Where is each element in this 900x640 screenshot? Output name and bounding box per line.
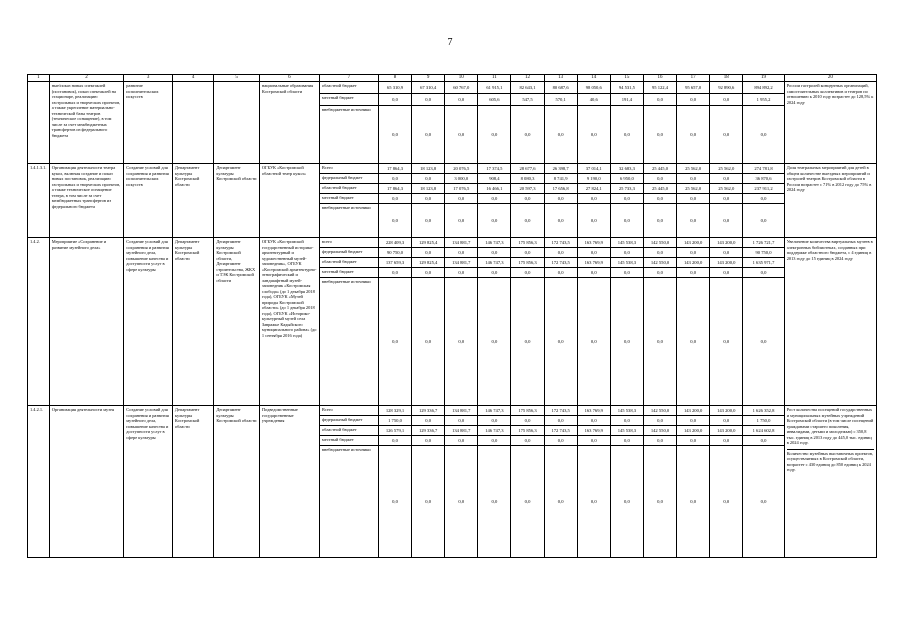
funding-value: 172 743,5: [544, 426, 577, 436]
funding-value: 175 856,3: [511, 238, 544, 248]
funding-value: 98 050,6: [577, 82, 610, 94]
funding-value: 61 915,1: [478, 82, 511, 94]
funding-value: 128 329,1: [378, 406, 411, 416]
funding-value: 0,0: [610, 204, 643, 238]
funding-value: 17 076,5: [445, 184, 478, 194]
funding-value: 17 374,5: [478, 164, 511, 174]
funding-value: 0,0: [577, 204, 610, 238]
funding-value: 0,0: [378, 94, 411, 106]
funding-value: 25 562,0: [710, 184, 743, 194]
funding-value: 94 531,5: [610, 82, 643, 94]
funding-value: 0,0: [478, 268, 511, 278]
table-row: [28, 164, 877, 174]
funding-value: 0,0: [378, 446, 411, 558]
funding-value: 0,0: [743, 204, 784, 238]
funding-value: 0,0: [643, 436, 676, 446]
funding-value: 0,0: [577, 106, 610, 164]
row-participants: ОГБУК «Костромской государственный историко-архитектурный и художественный музей-заповедник», ОГБУК «Костромской архитектурно-этнографический и ландшафтный музей-заповедник «Костромская слобода» (до 1 декабря 2018 года), ОГБУК «Музей природы Костромской области» (до 1 декабря 2018 года), ОГБУК «Историко-культурный музей села Завражье Кадыйского муниципального района» (до 1 сентября 2016 года): [259, 238, 319, 406]
funding-value: 0,0: [478, 204, 511, 238]
funding-value: 0,0: [544, 278, 577, 406]
funding-value: 0,0: [412, 436, 445, 446]
funding-value: 0,0: [643, 174, 676, 184]
funding-value: 1 955,2: [743, 94, 784, 106]
funding-value: 92 890,6: [710, 82, 743, 94]
funding-value: 0,0: [577, 446, 610, 558]
funding-value: 191,4: [610, 94, 643, 106]
funding-value: 0,0: [378, 194, 411, 204]
funding-value: 25 445,0: [643, 184, 676, 194]
funding-value: 1 626 352,8: [743, 406, 784, 416]
funding-value: 0,0: [445, 194, 478, 204]
funding-value: 134 881,7: [445, 426, 478, 436]
funding-value: 126 579,1: [378, 426, 411, 436]
funding-value: 0,0: [643, 248, 676, 258]
funding-value: 570,1: [544, 94, 577, 106]
funding-value: 0,0: [544, 446, 577, 558]
row-goal: Создание условий для сохранения и развития музейного дела, повышение качества и доступности услуг в сфере культуры: [124, 238, 173, 406]
funding-value: 1 750,0: [378, 416, 411, 426]
funding-value: 0,0: [643, 268, 676, 278]
column-number-9: 9: [412, 75, 445, 82]
row-participants: ОГБУК «Костромской областной театр кукол»: [259, 164, 319, 238]
funding-value: 0,0: [445, 416, 478, 426]
funding-value: 0,0: [743, 278, 784, 406]
funding-value: 0,0: [677, 268, 710, 278]
funding-value: 0,0: [610, 248, 643, 258]
column-number-4: 4: [172, 75, 213, 82]
funding-value: 0,0: [478, 416, 511, 426]
funding-value: 0,0: [378, 268, 411, 278]
funding-source: федеральный бюджет: [319, 174, 378, 184]
funding-source: внебюджетные источники: [319, 446, 378, 558]
funding-value: 228 409,3: [378, 238, 411, 248]
row-responsible: Департамент культуры Костромской области: [172, 238, 213, 406]
row-indicators: России гастролей концертных организаций, самостоятельных коллективов и театров по отношению к 2010 году возрастет до 128,5% к 2024 году: [784, 82, 876, 164]
row-description: Организация деятельности музея: [49, 406, 124, 558]
column-number-17: 17: [677, 75, 710, 82]
table-row: [28, 406, 877, 416]
funding-value: 172 743,5: [544, 258, 577, 268]
funding-value: 143 200,0: [677, 426, 710, 436]
funding-value: 0,0: [412, 446, 445, 558]
funding-value: 9 190,0: [577, 174, 610, 184]
funding-value: 0,0: [643, 94, 676, 106]
funding-value: 90 750,0: [743, 248, 784, 258]
funding-value: 0,0: [743, 446, 784, 558]
funding-value: 0,0: [643, 278, 676, 406]
row-description: Мероприятие «Сохранение и развитие музейного дела»: [49, 238, 124, 406]
funding-value: 0,0: [544, 106, 577, 164]
funding-value: 134 881,7: [445, 406, 478, 416]
row-goal: развитие исполнительских искусств: [124, 82, 173, 164]
funding-value: 0,0: [544, 436, 577, 446]
column-number-20: 20: [784, 75, 876, 82]
row-code: 1.4.1.3.1.: [28, 164, 50, 238]
funding-value: 0,0: [378, 174, 411, 184]
funding-source: внебюджетные источники: [319, 204, 378, 238]
funding-value: 0,0: [412, 278, 445, 406]
funding-value: 3 000,0: [445, 174, 478, 184]
funding-value: 146 747,3: [478, 426, 511, 436]
column-number-3: 3: [124, 75, 173, 82]
funding-source: местный бюджет: [319, 194, 378, 204]
funding-value: 0,0: [445, 204, 478, 238]
funding-value: 0,0: [511, 436, 544, 446]
funding-value: 137 659,3: [378, 258, 411, 268]
funding-value: 0,0: [511, 446, 544, 558]
funding-value: 0,0: [677, 248, 710, 258]
funding-value: 142 550,0: [643, 426, 676, 436]
funding-value: 0,0: [610, 106, 643, 164]
funding-value: 0,0: [511, 204, 544, 238]
column-number-1: 1: [28, 75, 50, 82]
row-responsible: [172, 82, 213, 164]
funding-value: 0,0: [577, 416, 610, 426]
funding-value: 0,0: [743, 436, 784, 446]
row-goal: Создание условий для сохранения и развития исполнительских искусств: [124, 164, 173, 238]
row-code: 1.4.2.1.: [28, 406, 50, 558]
funding-value: 37 014,1: [577, 164, 610, 174]
column-number-13: 13: [544, 75, 577, 82]
funding-value: 0,0: [478, 278, 511, 406]
funding-value: 894 892,2: [743, 82, 784, 94]
funding-value: 0,0: [544, 268, 577, 278]
funding-value: 129 336,7: [412, 426, 445, 436]
row-code: 1.4.2.: [28, 238, 50, 406]
funding-value: 20 597,3: [511, 184, 544, 194]
column-number-2: 2: [49, 75, 124, 82]
funding-value: 95 122,4: [643, 82, 676, 94]
funding-source: Всего: [319, 406, 378, 416]
funding-value: 0,0: [478, 194, 511, 204]
funding-value: 0,0: [710, 174, 743, 184]
funding-value: 0,0: [378, 436, 411, 446]
funding-value: 146 747,3: [478, 406, 511, 416]
funding-value: 6 950,0: [610, 174, 643, 184]
funding-value: 67 310,4: [412, 82, 445, 94]
funding-value: 175 856,3: [511, 426, 544, 436]
funding-value: 25 562,0: [677, 164, 710, 174]
funding-value: 0,0: [643, 416, 676, 426]
funding-value: 90 750,0: [378, 248, 411, 258]
row-participants: национальные образования Костромской области: [259, 82, 319, 164]
funding-value: 0,0: [544, 204, 577, 238]
row-participants: Подведомственные государственные учреждения: [259, 406, 319, 558]
funding-value: 237 911,2: [743, 184, 784, 194]
funding-value: 0,0: [445, 446, 478, 558]
funding-value: 0,0: [478, 106, 511, 164]
funding-value: 146 747,3: [478, 238, 511, 248]
column-number-19: 19: [743, 75, 784, 82]
funding-value: 0,0: [544, 416, 577, 426]
funding-value: 0,0: [478, 436, 511, 446]
funding-value: 143 200,0: [677, 406, 710, 416]
funding-value: 0,0: [677, 416, 710, 426]
column-number-7: 7: [319, 75, 378, 82]
page-number: 7: [447, 37, 453, 48]
funding-value: 0,0: [577, 268, 610, 278]
funding-source: внебюджетные источники: [319, 106, 378, 164]
funding-value: 142 550,0: [643, 406, 676, 416]
column-number-10: 10: [445, 75, 478, 82]
indicator-text: Количество музейных выставочных проектов, осуществляемых в Костромской области, возрастет с 430 единиц до 850 единиц к 2024 году.: [786, 450, 874, 473]
funding-value: 0,0: [677, 278, 710, 406]
funding-value: 0,0: [610, 436, 643, 446]
funding-value: 175 856,3: [511, 258, 544, 268]
funding-value: 0,0: [643, 106, 676, 164]
funding-value: 0,0: [445, 278, 478, 406]
funding-value: 0,0: [610, 416, 643, 426]
funding-value: 25 562,0: [677, 184, 710, 194]
funding-source: местный бюджет: [319, 268, 378, 278]
funding-value: 0,0: [643, 194, 676, 204]
funding-value: 0,0: [610, 194, 643, 204]
column-number-16: 16: [643, 75, 676, 82]
column-number-12: 12: [511, 75, 544, 82]
funding-value: 0,0: [710, 436, 743, 446]
funding-source: областной бюджет: [319, 184, 378, 194]
funding-value: 0,0: [412, 106, 445, 164]
funding-value: 1 635 971,7: [743, 258, 784, 268]
funding-value: 0,0: [412, 416, 445, 426]
funding-source: областной бюджет: [319, 82, 378, 94]
funding-value: 274 781,8: [743, 164, 784, 174]
funding-value: 0,0: [643, 446, 676, 558]
funding-value: 95 657,0: [677, 82, 710, 94]
funding-value: 0,0: [677, 204, 710, 238]
funding-value: 605,6: [478, 94, 511, 106]
funding-value: 0,0: [511, 106, 544, 164]
funding-value: 145 538,3: [610, 406, 643, 416]
row-coexecutor: Департамент культуры Костромской области: [214, 164, 260, 238]
row-coexecutor: Департамент культуры Костромской области: [214, 406, 260, 558]
funding-value: 143 200,0: [677, 238, 710, 248]
funding-value: 0,0: [511, 194, 544, 204]
column-number-18: 18: [710, 75, 743, 82]
funding-value: 0,0: [677, 106, 710, 164]
funding-value: 163 769,9: [577, 258, 610, 268]
funding-value: 28 677,6: [511, 164, 544, 174]
row-code: [28, 82, 50, 164]
funding-value: 0,0: [412, 268, 445, 278]
funding-value: 0,0: [478, 446, 511, 558]
funding-value: 26 398,7: [544, 164, 577, 174]
funding-value: 134 881,7: [445, 258, 478, 268]
funding-value: 0,0: [544, 248, 577, 258]
funding-value: 0,0: [610, 278, 643, 406]
funding-value: 145 538,3: [610, 258, 643, 268]
funding-value: 129 825,4: [412, 258, 445, 268]
funding-value: 129 336,7: [412, 406, 445, 416]
funding-value: 145 538,3: [610, 426, 643, 436]
funding-source: местный бюджет: [319, 94, 378, 106]
funding-value: 82 643,1: [511, 82, 544, 94]
funding-value: 142 550,0: [643, 238, 676, 248]
funding-value: 172 743,5: [544, 406, 577, 416]
funding-value: 146 747,3: [478, 258, 511, 268]
funding-value: 0,0: [677, 94, 710, 106]
funding-value: 8 741,9: [544, 174, 577, 184]
column-number-row: [28, 75, 877, 82]
row-indicators: Увеличение количества виртуальных музеев в электронных библиотеках, созданных при поддержке областного бюджета, с 4 единиц в 2013 году до 15 единиц в 2024 году: [784, 238, 876, 406]
funding-value: 163 769,9: [577, 406, 610, 416]
funding-value: 8 080,3: [511, 174, 544, 184]
funding-value: 172 743,5: [544, 238, 577, 248]
funding-value: 18 123,8: [412, 164, 445, 174]
column-number-6: 6: [259, 75, 319, 82]
funding-value: 0,0: [677, 174, 710, 184]
funding-source: Всего: [319, 164, 378, 174]
funding-value: 1 750,0: [743, 416, 784, 426]
funding-value: 0,0: [610, 268, 643, 278]
funding-value: 143 200,0: [710, 426, 743, 436]
funding-source: областной бюджет: [319, 258, 378, 268]
funding-value: 0,0: [412, 204, 445, 238]
column-number-14: 14: [577, 75, 610, 82]
funding-value: 163 769,9: [577, 426, 610, 436]
funding-value: 0,0: [577, 436, 610, 446]
funding-value: 143 200,0: [710, 238, 743, 248]
table-row: [28, 238, 877, 248]
funding-value: 17 656,8: [544, 184, 577, 194]
funding-value: 60 767,0: [445, 82, 478, 94]
funding-value: 25 733,3: [610, 184, 643, 194]
funding-source: всего: [319, 238, 378, 248]
funding-value: 142 550,0: [643, 258, 676, 268]
funding-source: внебюджетные источники: [319, 278, 378, 406]
funding-value: 0,0: [445, 94, 478, 106]
funding-value: 0,0: [743, 268, 784, 278]
funding-value: 0,0: [710, 194, 743, 204]
row-description: Организация деятельности театра кукол, включая создание и показ новых постановок, реализацию гастрольных и творческих проектов, а также техническое оснащение театра, в том числе за счет межбюджетных трансфертов из федерального бюджета: [49, 164, 124, 238]
funding-value: 0,0: [378, 204, 411, 238]
funding-value: 145 538,3: [610, 238, 643, 248]
column-number-5: 5: [214, 75, 260, 82]
funding-value: 0,0: [511, 278, 544, 406]
funding-value: 36 870,6: [743, 174, 784, 184]
funding-value: 18 123,8: [412, 184, 445, 194]
funding-value: 0,0: [710, 278, 743, 406]
funding-value: 0,0: [378, 278, 411, 406]
row-coexecutor: [214, 82, 260, 164]
funding-value: 0,0: [643, 204, 676, 238]
funding-value: 1 726 721,7: [743, 238, 784, 248]
funding-value: 143 200,0: [677, 258, 710, 268]
funding-source: областной бюджет: [319, 426, 378, 436]
row-responsible: Департамент культуры Костромской области: [172, 406, 213, 558]
funding-value: 0,0: [710, 446, 743, 558]
funding-value: 0,0: [577, 278, 610, 406]
funding-value: 143 200,0: [710, 406, 743, 416]
funding-value: 0,0: [478, 248, 511, 258]
funding-value: 25 445,0: [643, 164, 676, 174]
funding-value: 0,0: [445, 106, 478, 164]
funding-value: 40,6: [577, 94, 610, 106]
row-responsible: Департамент культуры Костромской области: [172, 164, 213, 238]
funding-value: 20 076,5: [445, 164, 478, 174]
funding-value: 175 856,3: [511, 406, 544, 416]
funding-value: 0,0: [710, 416, 743, 426]
funding-value: 80 687,6: [544, 82, 577, 94]
funding-value: 32 683,3: [610, 164, 643, 174]
funding-value: 0,0: [544, 194, 577, 204]
funding-source: федеральный бюджет: [319, 248, 378, 258]
funding-value: 0,0: [445, 248, 478, 258]
funding-value: 0,0: [445, 268, 478, 278]
funding-value: 0,0: [677, 194, 710, 204]
funding-value: 0,0: [710, 268, 743, 278]
funding-source: федеральный бюджет: [319, 416, 378, 426]
funding-value: 0,0: [710, 94, 743, 106]
funding-value: 0,0: [378, 106, 411, 164]
column-number-8: 8: [378, 75, 411, 82]
funding-value: 0,0: [577, 248, 610, 258]
funding-value: 129 825,4: [412, 238, 445, 248]
row-indicators: [784, 406, 876, 558]
funding-value: 25 562,0: [710, 164, 743, 174]
row-indicators: Доля театральных мероприятий для детей в общем количестве выездных мероприятий и гастролей театров Костромской области в России возрастет с 71% в 2012 году до 75% в 2024 году: [784, 164, 876, 238]
funding-value: 0,0: [710, 204, 743, 238]
funding-value: 1 624 602,8: [743, 426, 784, 436]
funding-source: местный бюджет: [319, 436, 378, 446]
funding-value: 0,0: [710, 248, 743, 258]
funding-value: 0,0: [710, 106, 743, 164]
funding-value: 908,4: [478, 174, 511, 184]
funding-value: 134 881,7: [445, 238, 478, 248]
row-goal: Создание условий для сохранения и развития музейного дела, повышение качества и доступности услуг в сфере культуры: [124, 406, 173, 558]
funding-value: 16 466,1: [478, 184, 511, 194]
funding-value: 0,0: [743, 106, 784, 164]
funding-value: 0,0: [412, 94, 445, 106]
funding-value: 17 864,3: [378, 184, 411, 194]
funding-value: 0,0: [511, 248, 544, 258]
funding-value: 0,0: [412, 174, 445, 184]
funding-value: 0,0: [445, 436, 478, 446]
funding-value: 0,0: [412, 248, 445, 258]
indicator-text: Рост количества посещений государственных и муниципальных музейных учреждений Костромской области (в том числе посещений гражданами старшего поколения, инвалидами, детьми и молодежью) с 350,8 тыс. единиц в 2013 году до 445,0 тыс. единиц в 2024 году.: [786, 407, 874, 446]
funding-value: 0,0: [677, 436, 710, 446]
funding-value: 0,0: [511, 416, 544, 426]
funding-value: 0,0: [677, 446, 710, 558]
funding-value: 547,5: [511, 94, 544, 106]
table-row: [28, 82, 877, 94]
funding-value: 0,0: [511, 268, 544, 278]
funding-value: 0,0: [743, 194, 784, 204]
funding-value: 0,0: [577, 194, 610, 204]
funding-value: 0,0: [412, 194, 445, 204]
column-number-11: 11: [478, 75, 511, 82]
row-coexecutor: Департамент культуры Костромской области, Департамент строительства, ЖКХ и ТЭК Костромской области: [214, 238, 260, 406]
funding-value: 27 824,1: [577, 184, 610, 194]
funding-value: 17 864,3: [378, 164, 411, 174]
row-description: ные/показ новых спектаклей (постановок), показ спектаклей на стационаре, реализацию гастрольных и творческих проектов, а также укрепление материально-технической базы театров (техническое оснащение), в том числе за счет межбюджетных трансфертов из федерального бюджета: [49, 82, 124, 164]
funding-value: 0,0: [610, 446, 643, 558]
funding-value: 163 769,9: [577, 238, 610, 248]
column-number-15: 15: [610, 75, 643, 82]
program-table: [27, 74, 877, 558]
funding-value: 143 200,0: [710, 258, 743, 268]
funding-value: 65 310,9: [378, 82, 411, 94]
